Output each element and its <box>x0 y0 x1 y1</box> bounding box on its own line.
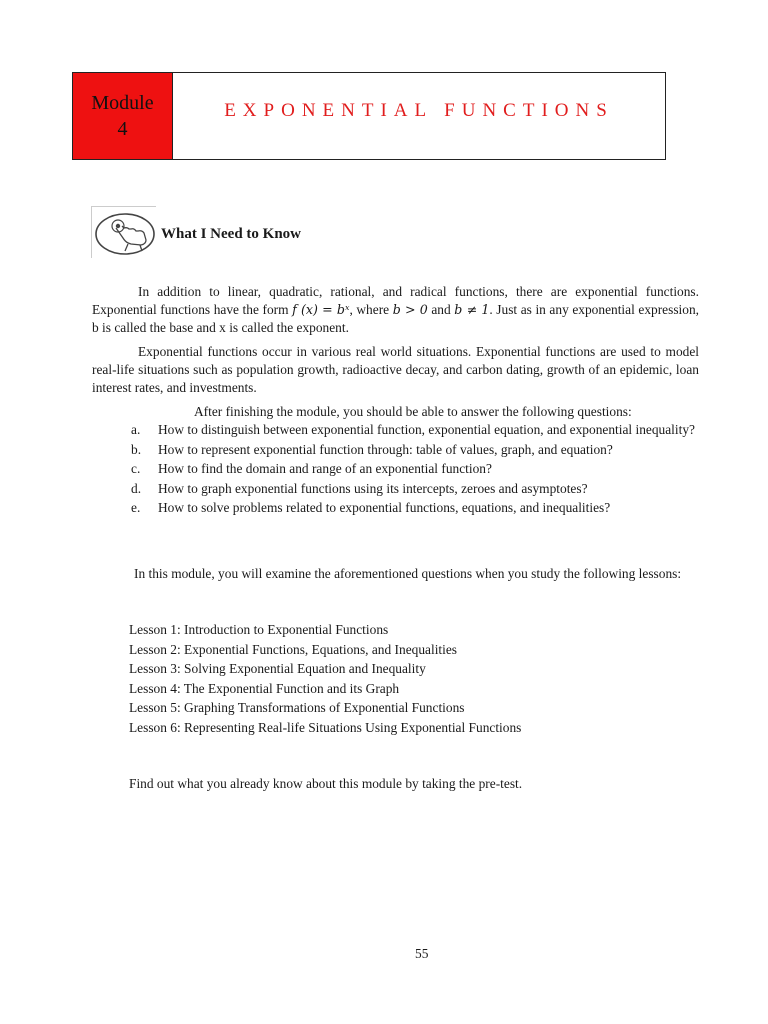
list-marker: e. <box>131 500 141 515</box>
lesson-item: Lesson 6: Representing Real-life Situations Using Exponential Functions <box>129 719 522 735</box>
condition-base-not-one: b ≠ 1 <box>454 302 490 317</box>
page-number: 55 <box>415 946 429 961</box>
intro-text-2: , where <box>349 302 393 317</box>
list-marker: c. <box>131 461 141 476</box>
module-number: 4 <box>117 118 128 140</box>
list-item <box>131 480 757 498</box>
intro-text-1: In addition to linear, quadratic, rational, and radical functions, there are exponential functions. Exponential functions have the form <box>92 284 699 317</box>
list-text: How to find the domain and range of an exponential function? <box>158 461 492 476</box>
list-marker: b. <box>131 441 142 457</box>
lessons-intro: In this module, you will examine the aforementioned questions when you study the following lessons: <box>134 566 682 581</box>
list-item <box>131 421 757 439</box>
list-item <box>131 460 757 478</box>
section-heading: What I Need to Know <box>161 226 302 242</box>
lesson-item: Lesson 3: Solving Exponential Equation and Inequality <box>129 661 426 677</box>
module-badge <box>73 73 173 159</box>
intro-paragraph <box>92 283 699 337</box>
condition-base-positive: b > 0 <box>392 302 428 317</box>
module-title: EXPONENTIAL FUNCTIONS <box>224 100 614 121</box>
module-header <box>72 72 666 160</box>
lesson-item: Lesson 4: The Exponential Function and its Graph <box>129 680 400 696</box>
lessons-list <box>129 620 521 738</box>
applications-paragraph: Exponential functions occur in various real world situations. Exponential functions are used to model real-life situations such as population growth, radioactive decay, and carbon dating, growth of an epidemic, loan interest rates, and investments. <box>92 344 699 395</box>
list-text: How to represent exponential function through: table of values, graph, and equation? <box>158 441 613 457</box>
questions-intro: After finishing the module, you should be able to answer the following questions: <box>194 404 632 419</box>
formula: f (x) = bˣ <box>292 302 350 317</box>
module-label: Module <box>91 92 154 114</box>
list-text: How to graph exponential functions using its intercepts, zeroes and asymptotes? <box>158 480 588 496</box>
list-item <box>131 441 757 459</box>
list-text: How to distinguish between exponential function, exponential equation, and exponential inequality? <box>158 422 695 437</box>
intro-text-4: . Just as in any exponential expression, b is called the base and x is called the exponent. <box>92 302 700 335</box>
lesson-item: Lesson 1: Introduction to Exponential Functions <box>129 622 389 637</box>
questions-list <box>131 421 757 519</box>
list-marker: d. <box>131 480 142 496</box>
section-icon-frame <box>91 206 156 258</box>
intro-text-3: and <box>427 302 455 317</box>
list-marker: a. <box>131 422 141 437</box>
list-text: How to solve problems related to exponential functions, equations, and inequalities? <box>158 500 611 515</box>
hand-pointing-icon <box>92 207 156 258</box>
list-item <box>131 499 757 517</box>
closing-text: Find out what you already know about this module by taking the pre-test. <box>129 776 523 791</box>
lesson-item: Lesson 2: Exponential Functions, Equations, and Inequalities <box>129 641 458 657</box>
lesson-item: Lesson 5: Graphing Transformations of Exponential Functions <box>129 700 465 716</box>
